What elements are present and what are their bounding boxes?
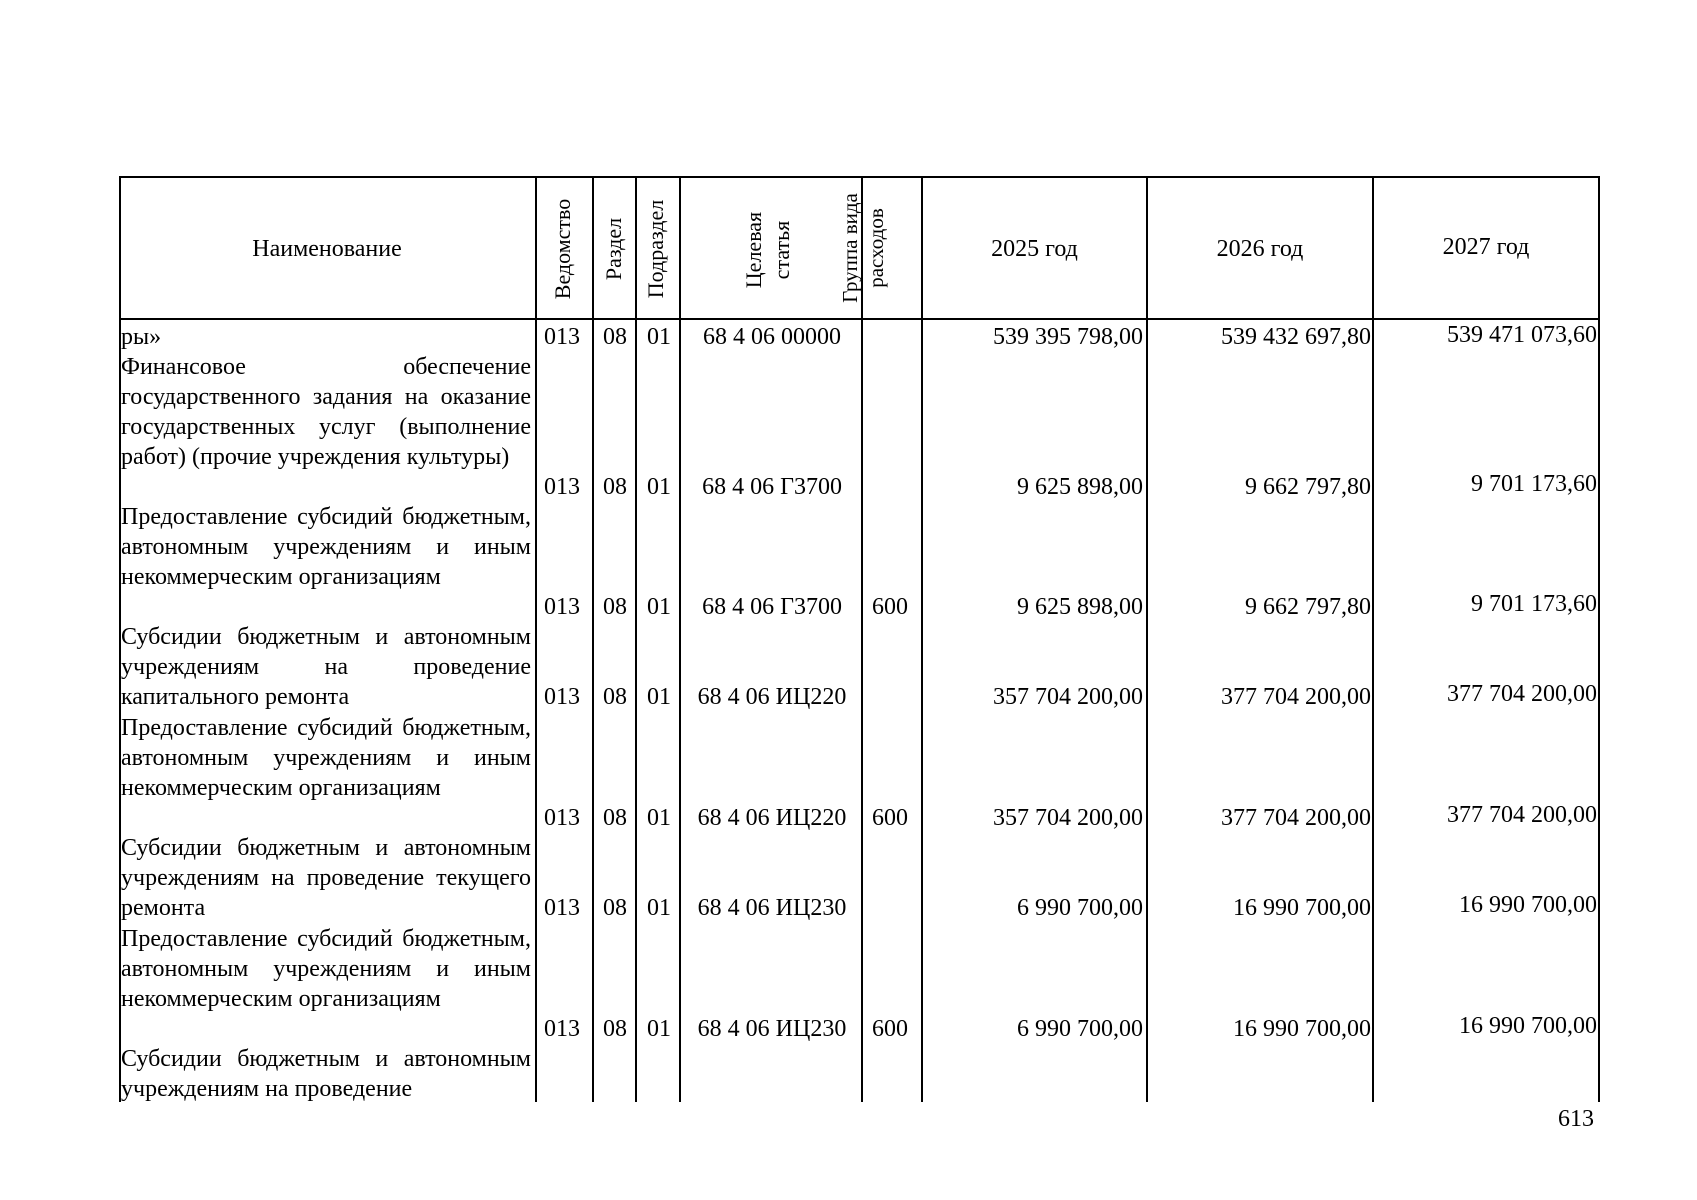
row-razdel: 08 bbox=[603, 474, 627, 500]
row-razdel: 08 bbox=[603, 684, 627, 710]
row-2025: 6 990 700,00 bbox=[1017, 1016, 1143, 1042]
table-row bbox=[119, 924, 1600, 1044]
row-2027: 16 990 700,00 bbox=[1459, 1013, 1597, 1039]
row-2025: 539 395 798,00 bbox=[993, 324, 1143, 350]
row-vedomstvo: 013 bbox=[544, 805, 580, 831]
row-razdel: 08 bbox=[603, 895, 627, 921]
row-vedomstvo: 013 bbox=[544, 474, 580, 500]
row-name: Субсидии бюджетным и автономным учреждениям на проведение капитального ремонта bbox=[121, 624, 531, 710]
row-celevaya: 68 4 06 ИЦ230 bbox=[697, 895, 847, 921]
row-2027: 9 701 173,60 bbox=[1471, 591, 1597, 617]
row-2026: 16 990 700,00 bbox=[1233, 895, 1371, 921]
row-name: Финансовое обеспечение государственного задания на оказание государственных услуг (выполнение работ) (прочие учреждения культуры) bbox=[121, 354, 531, 470]
row-podrazdel: 01 bbox=[647, 1016, 671, 1042]
row-razdel: 08 bbox=[603, 324, 627, 350]
table-row bbox=[119, 502, 1600, 622]
row-name: ры» bbox=[121, 324, 162, 350]
table-row bbox=[119, 833, 1600, 924]
row-2026: 539 432 697,80 bbox=[1221, 324, 1371, 350]
row-vedomstvo: 013 bbox=[544, 324, 580, 350]
row-celevaya: 68 4 06 ИЦ220 bbox=[697, 684, 847, 710]
row-razdel: 08 bbox=[603, 805, 627, 831]
header-vedomstvo: Ведомство bbox=[550, 198, 575, 300]
row-vedomstvo: 013 bbox=[544, 1016, 580, 1042]
row-2025: 357 704 200,00 bbox=[993, 684, 1143, 710]
row-name: Предоставление субсидий бюджетным, автономным учреждениям и иным некоммерческим организациям bbox=[121, 926, 531, 1012]
row-podrazdel: 01 bbox=[647, 895, 671, 921]
row-2027: 377 704 200,00 bbox=[1447, 681, 1597, 707]
table-row bbox=[119, 713, 1600, 833]
row-razdel: 08 bbox=[603, 594, 627, 620]
header-celevaya-line1: Целевая bbox=[741, 211, 766, 289]
table-row bbox=[119, 322, 1600, 352]
row-2026: 16 990 700,00 bbox=[1233, 1016, 1371, 1042]
row-2025: 357 704 200,00 bbox=[993, 805, 1143, 831]
header-name: Наименование bbox=[252, 236, 402, 262]
row-2025: 9 625 898,00 bbox=[1017, 474, 1143, 500]
table-row bbox=[119, 622, 1600, 713]
row-gruppa: 600 bbox=[872, 594, 908, 620]
header-celevaya-line2: статья bbox=[769, 220, 794, 280]
row-gruppa: 600 bbox=[872, 805, 908, 831]
row-2025: 9 625 898,00 bbox=[1017, 594, 1143, 620]
row-celevaya: 68 4 06 00000 bbox=[703, 324, 841, 350]
row-name: Субсидии бюджетным и автономным учреждениям на проведение текущего ремонта bbox=[121, 835, 531, 921]
header-razdel: Раздел bbox=[601, 217, 626, 281]
row-razdel: 08 bbox=[603, 1016, 627, 1042]
row-celevaya: 68 4 06 Г3700 bbox=[702, 594, 842, 620]
row-2027: 9 701 173,60 bbox=[1471, 471, 1597, 497]
header-2025: 2025 год bbox=[991, 236, 1078, 262]
row-name: Предоставление субсидий бюджетным, автономным учреждениям и иным некоммерческим организациям bbox=[121, 715, 531, 801]
row-2026: 377 704 200,00 bbox=[1221, 805, 1371, 831]
row-2027: 16 990 700,00 bbox=[1459, 892, 1597, 918]
row-podrazdel: 01 bbox=[647, 805, 671, 831]
header-celevaya-statya bbox=[740, 150, 800, 350]
row-2027: 377 704 200,00 bbox=[1447, 802, 1597, 828]
header-podrazdel: Подраздел bbox=[643, 199, 668, 299]
header-2027: 2027 год bbox=[1442, 234, 1530, 260]
row-name: Предоставление субсидий бюджетным, автономным учреждениям и иным некоммерческим организациям bbox=[121, 504, 531, 590]
row-gruppa: 600 bbox=[872, 1016, 908, 1042]
row-podrazdel: 01 bbox=[647, 324, 671, 350]
row-podrazdel: 01 bbox=[647, 594, 671, 620]
row-2026: 9 662 797,80 bbox=[1245, 594, 1371, 620]
row-2026: 377 704 200,00 bbox=[1221, 684, 1371, 710]
row-name: Субсидии бюджетным и автономным учреждениям на проведение bbox=[121, 1046, 531, 1102]
row-celevaya: 68 4 06 ИЦ220 bbox=[697, 805, 847, 831]
row-celevaya: 68 4 06 ИЦ230 bbox=[697, 1016, 847, 1042]
row-vedomstvo: 013 bbox=[544, 594, 580, 620]
page-number: 613 bbox=[1558, 1106, 1594, 1132]
row-vedomstvo: 013 bbox=[544, 895, 580, 921]
header-gruppa-line2: расходов bbox=[864, 208, 888, 288]
row-2027: 539 471 073,60 bbox=[1447, 322, 1597, 348]
header-2026: 2026 год bbox=[1216, 236, 1304, 262]
table-row bbox=[119, 1044, 1600, 1102]
header-gruppa-vida-rashodov bbox=[837, 175, 891, 321]
row-2025: 6 990 700,00 bbox=[1017, 895, 1143, 921]
row-vedomstvo: 013 bbox=[544, 684, 580, 710]
row-2026: 9 662 797,80 bbox=[1245, 474, 1371, 500]
row-podrazdel: 01 bbox=[647, 474, 671, 500]
row-podrazdel: 01 bbox=[647, 684, 671, 710]
table-row bbox=[119, 352, 1600, 502]
header-gruppa-line1: Группа вида bbox=[838, 193, 862, 303]
row-celevaya: 68 4 06 Г3700 bbox=[702, 474, 842, 500]
